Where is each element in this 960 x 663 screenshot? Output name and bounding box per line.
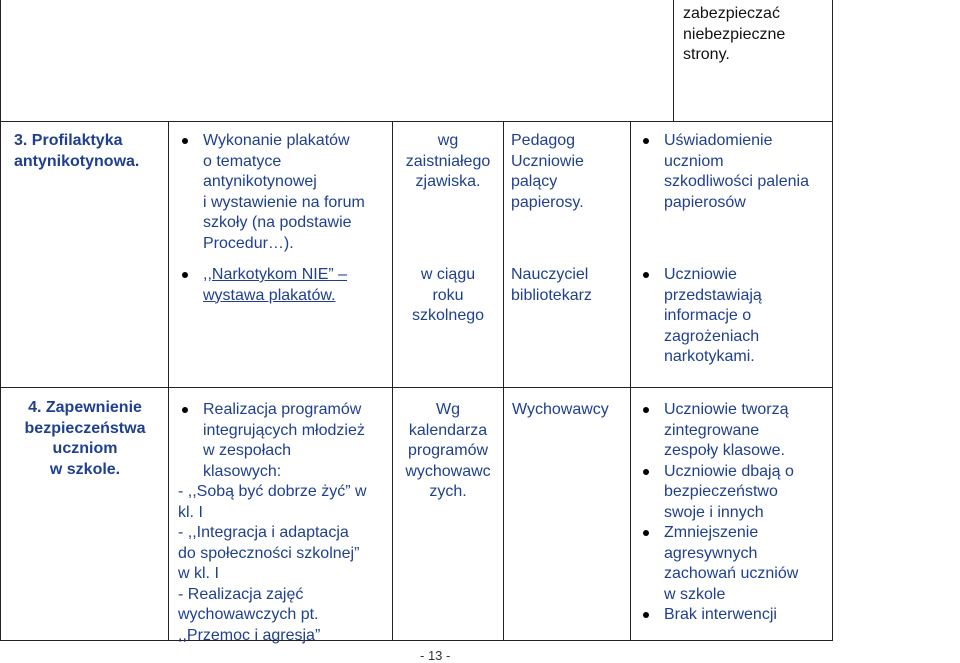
text-line: Uczniowie dbają o bbox=[664, 462, 794, 480]
list-item bbox=[639, 400, 831, 462]
grid-line bbox=[503, 121, 504, 640]
effect-cell bbox=[639, 265, 831, 368]
page-number: - 13 - bbox=[420, 648, 451, 663]
text-line: Wykonanie plakatów bbox=[203, 132, 350, 149]
list-item bbox=[639, 462, 831, 524]
text-line: uczniom bbox=[664, 152, 724, 170]
text-line: Brak interwencji bbox=[664, 606, 777, 623]
grid-line bbox=[0, 0, 1, 640]
task-cell bbox=[178, 400, 390, 646]
responsible-cell bbox=[511, 265, 626, 306]
text-line: o tematyce bbox=[203, 152, 282, 170]
text-line: Uczniowie bbox=[664, 266, 737, 283]
area-cell bbox=[2, 398, 168, 480]
list-item bbox=[639, 605, 831, 626]
text-line: zachowań uczniów bbox=[664, 565, 799, 582]
grid-line bbox=[392, 121, 393, 640]
text-line: zaistniałego bbox=[405, 152, 491, 170]
text-line: w kl. I bbox=[178, 565, 219, 582]
list-item bbox=[639, 265, 831, 368]
text-line: Nauczyciel bbox=[511, 266, 589, 283]
text-line: szkodliwości palenia bbox=[664, 173, 809, 190]
effect-cell bbox=[639, 400, 831, 626]
grid-line bbox=[0, 640, 833, 641]
text-line: bibliotekarz bbox=[511, 286, 592, 304]
text-line: agresywnych bbox=[664, 544, 758, 562]
time-cell bbox=[393, 265, 503, 327]
text-line: zjawiska. bbox=[415, 173, 481, 190]
text-line: roku bbox=[432, 286, 464, 304]
text-line: 4. Zapewnienie bbox=[28, 399, 142, 416]
list-item bbox=[639, 131, 831, 213]
text-line: szkolnego bbox=[411, 307, 485, 324]
text-line: antynikotynowej bbox=[203, 173, 317, 190]
text-line: do społeczności szkolnej” bbox=[178, 544, 360, 562]
text-line: Uświadomienie bbox=[664, 132, 773, 149]
text-line: niebezpieczne bbox=[683, 25, 786, 43]
text-line: Wg bbox=[436, 401, 460, 418]
text-line: swoje i innych bbox=[664, 503, 764, 521]
list-item bbox=[178, 131, 390, 254]
responsible-cell bbox=[511, 131, 626, 213]
time-cell bbox=[393, 131, 503, 193]
grid-line bbox=[168, 121, 169, 640]
text-line: szkoły (na podstawie bbox=[203, 214, 352, 231]
grid-line bbox=[630, 121, 631, 640]
text-line: papierosów bbox=[664, 193, 746, 211]
text-line: bezpieczeństwa bbox=[24, 419, 146, 437]
text-line: kl. I bbox=[178, 503, 203, 521]
text-line: klasowych: bbox=[203, 462, 282, 480]
text-line: bezpieczeństwo bbox=[664, 483, 778, 500]
text-line: zabezpieczać bbox=[683, 5, 780, 22]
text-line: zych. bbox=[429, 483, 467, 500]
text-line: wystawa plakatów. bbox=[203, 286, 336, 304]
text-line: Uczniowie bbox=[511, 152, 584, 170]
text-line: papierosy. bbox=[511, 193, 584, 211]
text-line: ,,Narkotykom NIE” – bbox=[203, 266, 348, 283]
text-line: zintegrowane bbox=[664, 421, 760, 439]
text-line: Wychowawcy bbox=[512, 401, 609, 418]
task-cell bbox=[178, 131, 390, 254]
text-line: i wystawienie na forum bbox=[203, 193, 365, 211]
text-line: w zespołach bbox=[203, 442, 292, 459]
text-line: zagrożeniach bbox=[664, 327, 760, 345]
text-line: programów bbox=[407, 442, 489, 459]
grid-line bbox=[673, 0, 674, 121]
text-line: kalendarza bbox=[408, 421, 488, 439]
responsible-cell bbox=[512, 400, 630, 421]
text-line: informacje o bbox=[664, 307, 752, 324]
text-line: uczniom bbox=[52, 440, 118, 457]
effect-cell bbox=[683, 4, 828, 66]
effect-cell bbox=[639, 131, 831, 213]
text-line: wg bbox=[437, 132, 459, 149]
text-line: narkotykami. bbox=[664, 348, 755, 365]
area-cell bbox=[14, 131, 164, 172]
text-line: Realizacja programów bbox=[203, 401, 362, 418]
text-line: w szkole. bbox=[49, 460, 121, 478]
text-line: Zmniejszenie bbox=[664, 524, 759, 541]
text-line: strony. bbox=[683, 46, 730, 63]
list-item bbox=[178, 265, 390, 306]
text-line: Uczniowie tworzą bbox=[664, 401, 789, 418]
list-item bbox=[639, 523, 831, 605]
task-cell bbox=[178, 265, 390, 306]
text-line: przedstawiają bbox=[664, 286, 762, 304]
grid-line bbox=[832, 0, 833, 640]
text-line: - Realizacja zajęć bbox=[178, 585, 304, 603]
text-line: w szkole bbox=[664, 585, 726, 603]
grid-line bbox=[0, 387, 833, 388]
list-item bbox=[178, 400, 390, 482]
time-cell bbox=[393, 400, 503, 503]
text-line: integrujących młodzież bbox=[203, 421, 365, 439]
text-line: - ,,Integracja i adaptacja bbox=[178, 524, 349, 541]
text-line: - ,,Sobą być dobrze żyć” w bbox=[178, 483, 367, 500]
text-line: wychowawc bbox=[405, 462, 491, 480]
text-line: Pedagog bbox=[511, 132, 576, 149]
text-line: palący bbox=[511, 173, 558, 190]
text-line: wychowawczych pt. bbox=[178, 606, 319, 623]
text-line: 3. Profilaktyka bbox=[14, 132, 123, 149]
text-line: w ciągu bbox=[420, 266, 476, 283]
text-line: Procedur…). bbox=[203, 234, 294, 252]
text-line: zespoły klasowe. bbox=[664, 442, 785, 459]
text-line: ,,Przemoc i agresja” bbox=[178, 626, 321, 644]
text-line: antynikotynowa. bbox=[14, 152, 140, 170]
grid-line bbox=[0, 121, 833, 122]
